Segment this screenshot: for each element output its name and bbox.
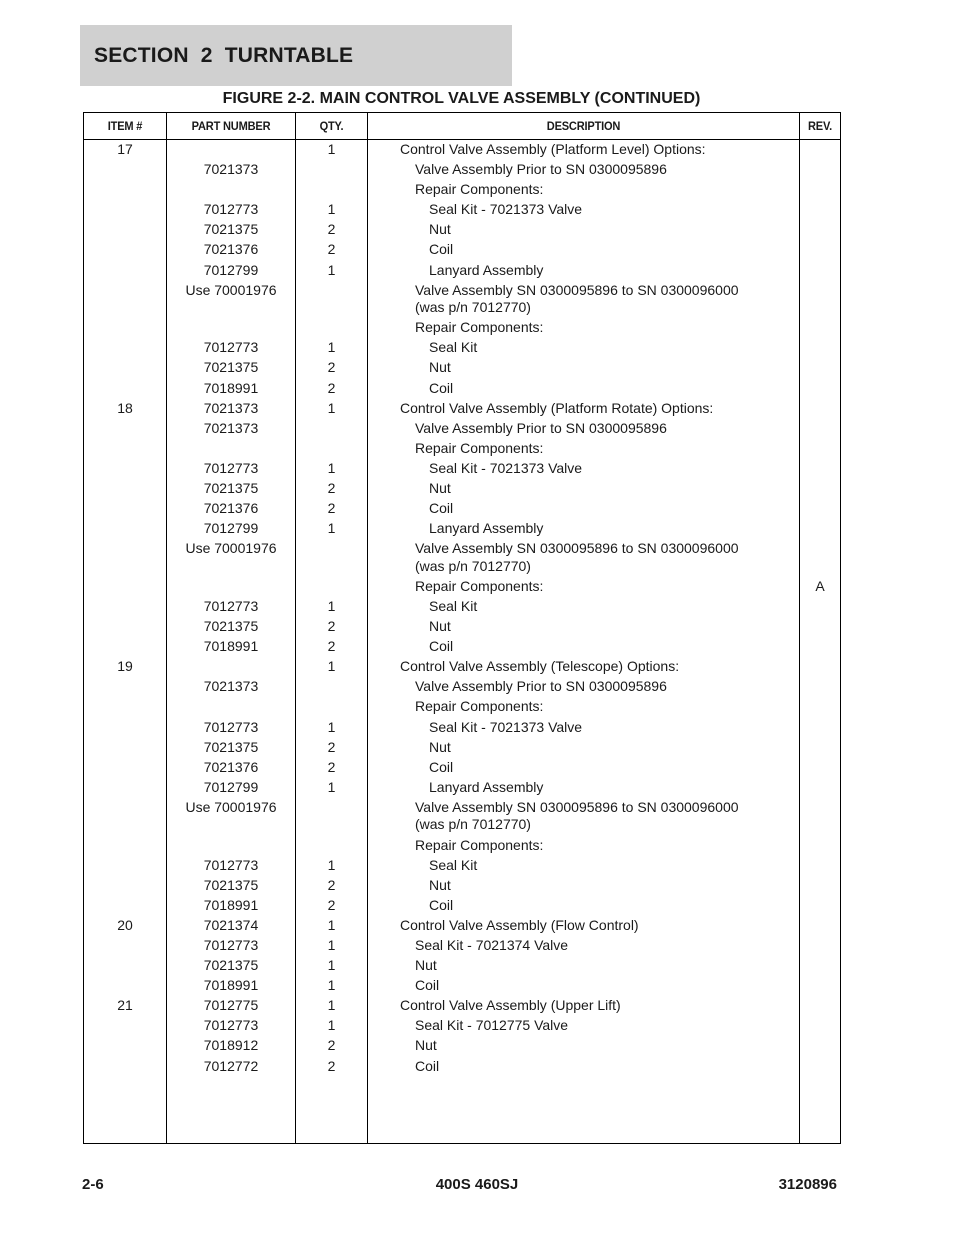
part-number: 7012773 — [203, 718, 259, 735]
description: Valve Assembly Prior to SN 0300095896 — [415, 419, 667, 436]
description: Seal Kit - 7012775 Valve — [415, 1017, 569, 1034]
quantity: 1 — [327, 778, 336, 795]
part-number: 7021373 — [203, 419, 259, 436]
part-number: Use 70001976 — [185, 281, 277, 298]
description: Repair Components: — [415, 577, 544, 594]
part-number: 7018991 — [203, 977, 259, 994]
table-row — [84, 758, 840, 778]
header-item: ITEM # — [107, 119, 143, 133]
table-row — [84, 637, 840, 657]
table-row — [84, 836, 840, 856]
part-number: 7012773 — [203, 201, 259, 218]
table-row — [84, 697, 840, 717]
quantity: 1 — [327, 520, 336, 537]
table-row — [84, 439, 840, 459]
table-row — [84, 261, 840, 281]
description-continued: (was p/n 7012770) — [415, 557, 531, 574]
quantity: 1 — [327, 459, 336, 476]
quantity: 2 — [327, 638, 336, 655]
part-number: 7021375 — [203, 876, 259, 893]
description: Valve Assembly SN 0300095896 to SN 0300096000 — [415, 798, 739, 815]
description: Lanyard Assembly — [429, 778, 544, 795]
section-header — [80, 25, 512, 86]
part-number: 7021375 — [203, 738, 259, 755]
description: Coil — [429, 241, 454, 258]
table-row — [84, 160, 840, 180]
header-part-number: PART NUMBER — [191, 119, 271, 133]
description: Nut — [429, 359, 451, 376]
description-continued: (was p/n 7012770) — [415, 816, 531, 833]
part-number: 7021373 — [203, 678, 259, 695]
description: Coil — [429, 500, 454, 517]
table-row — [84, 778, 840, 798]
description: Nut — [429, 618, 451, 635]
description: Repair Components: — [415, 439, 544, 456]
table-row — [84, 499, 840, 519]
part-number: 7012799 — [203, 778, 259, 795]
table-row — [84, 338, 840, 358]
description: Seal Kit — [429, 856, 478, 873]
table-row — [84, 519, 840, 539]
description: Coil — [415, 977, 440, 994]
quantity: 1 — [327, 977, 336, 994]
table-row — [84, 657, 840, 677]
quantity: 2 — [327, 618, 336, 635]
quantity: 2 — [327, 500, 336, 517]
table-row — [84, 479, 840, 499]
description: Control Valve Assembly (Flow Control) — [400, 916, 639, 933]
description: Valve Assembly Prior to SN 0300095896 — [415, 678, 667, 695]
part-number: 7012799 — [203, 520, 259, 537]
description: Control Valve Assembly (Platform Rotate) Options: — [400, 399, 714, 416]
quantity: 1 — [327, 261, 336, 278]
table-row — [84, 318, 840, 338]
figure-title: FIGURE 2-2. MAIN CONTROL VALVE ASSEMBLY (CONTINUED) — [222, 90, 701, 107]
section-title: SECTION 2 TURNTABLE — [94, 43, 354, 67]
table-row — [84, 597, 840, 617]
table-row — [84, 896, 840, 916]
part-number: 7012773 — [203, 856, 259, 873]
description: Repair Components: — [415, 836, 544, 853]
quantity: 2 — [327, 1037, 336, 1054]
table-row — [84, 240, 840, 260]
description: Control Valve Assembly (Telescope) Options: — [400, 658, 680, 675]
revision: A — [815, 577, 825, 594]
quantity: 2 — [327, 1057, 336, 1074]
quantity: 1 — [327, 718, 336, 735]
part-number: 7018991 — [203, 379, 259, 396]
table-row — [84, 677, 840, 697]
quantity: 2 — [327, 359, 336, 376]
header-qty: QTY. — [319, 119, 344, 133]
quantity: 2 — [327, 738, 336, 755]
description: Nut — [429, 221, 451, 238]
table-row — [84, 976, 840, 996]
part-number: 7018991 — [203, 896, 259, 913]
part-number: Use 70001976 — [185, 798, 277, 815]
description: Nut — [415, 1037, 437, 1054]
quantity: 2 — [327, 876, 336, 893]
item-number: 18 — [117, 399, 133, 416]
parts-table — [83, 112, 841, 1144]
description: Repair Components: — [415, 319, 544, 336]
quantity: 1 — [327, 997, 336, 1014]
description: Seal Kit - 7021373 Valve — [429, 718, 583, 735]
header-rev: REV. — [807, 119, 833, 133]
table-header-row — [84, 113, 840, 140]
table-row — [84, 200, 840, 220]
part-number: 7012772 — [203, 1057, 259, 1074]
part-number: 7012773 — [203, 339, 259, 356]
description: Coil — [429, 379, 454, 396]
item-number: 19 — [117, 658, 133, 675]
item-number: 17 — [117, 141, 133, 157]
table-row — [84, 180, 840, 200]
table-row — [84, 936, 840, 956]
description: Repair Components: — [415, 698, 544, 715]
header-description: DESCRIPTION — [546, 119, 621, 133]
description: Seal Kit — [429, 339, 478, 356]
table-row — [84, 1057, 840, 1077]
table-row — [84, 358, 840, 378]
part-number: 7021375 — [203, 480, 259, 496]
footer-doc-number: 3120896 — [778, 1176, 837, 1193]
quantity: 1 — [327, 399, 336, 416]
description: Coil — [429, 638, 454, 655]
description: Coil — [415, 1057, 440, 1074]
description: Control Valve Assembly (Upper Lift) — [400, 997, 621, 1014]
description-continued: (was p/n 7012770) — [415, 299, 531, 316]
table-row — [84, 281, 840, 319]
part-number: 7021376 — [203, 758, 259, 775]
part-number: 7012799 — [203, 261, 259, 278]
quantity: 2 — [327, 379, 336, 396]
table-row — [84, 956, 840, 976]
table-row — [84, 399, 840, 419]
item-number: 21 — [117, 997, 133, 1014]
description: Seal Kit - 7021373 Valve — [429, 459, 583, 476]
description: Nut — [429, 480, 451, 496]
part-number: 7012773 — [203, 1017, 259, 1034]
description: Valve Assembly SN 0300095896 to SN 0300096000 — [415, 281, 739, 298]
quantity: 1 — [327, 597, 336, 614]
table-row — [84, 459, 840, 479]
description: Nut — [415, 957, 437, 974]
part-number: 7012773 — [203, 936, 259, 953]
part-number: 7012775 — [203, 997, 259, 1014]
quantity: 1 — [327, 339, 336, 356]
footer-model: 400S 460SJ — [435, 1176, 519, 1193]
description: Nut — [429, 738, 451, 755]
part-number: Use 70001976 — [185, 540, 277, 557]
part-number: 7012773 — [203, 459, 259, 476]
description: Control Valve Assembly (Platform Level) Options: — [400, 141, 706, 157]
part-number: 7018991 — [203, 638, 259, 655]
quantity: 1 — [327, 957, 336, 974]
table-row — [84, 140, 840, 160]
table-body — [84, 140, 840, 1077]
part-number: 7021375 — [203, 618, 259, 635]
quantity: 1 — [327, 141, 336, 157]
quantity: 1 — [327, 916, 336, 933]
quantity: 1 — [327, 936, 336, 953]
description: Lanyard Assembly — [429, 520, 544, 537]
table-row — [84, 539, 840, 577]
part-number: 7012773 — [203, 597, 259, 614]
part-number: 7021376 — [203, 241, 259, 258]
description: Nut — [429, 876, 451, 893]
part-number: 7018912 — [203, 1037, 259, 1054]
quantity: 2 — [327, 221, 336, 238]
quantity: 1 — [327, 1017, 336, 1034]
description: Valve Assembly SN 0300095896 to SN 0300096000 — [415, 540, 739, 557]
table-row — [84, 1036, 840, 1056]
table-row — [84, 379, 840, 399]
part-number: 7021375 — [203, 359, 259, 376]
quantity: 2 — [327, 758, 336, 775]
table-row — [84, 718, 840, 738]
quantity: 2 — [327, 896, 336, 913]
description: Lanyard Assembly — [429, 261, 544, 278]
table-row — [84, 617, 840, 637]
part-number: 7021373 — [203, 399, 259, 416]
part-number: 7021375 — [203, 957, 259, 974]
quantity: 2 — [327, 480, 336, 496]
table-row — [84, 419, 840, 439]
quantity: 1 — [327, 856, 336, 873]
footer-page-number: 2-6 — [82, 1176, 104, 1193]
table-row — [84, 856, 840, 876]
table-row — [84, 738, 840, 758]
table-row — [84, 798, 840, 836]
table-row — [84, 577, 840, 597]
table-row — [84, 996, 840, 1016]
item-number: 20 — [117, 916, 133, 933]
table-row — [84, 916, 840, 936]
description: Seal Kit - 7021374 Valve — [415, 936, 569, 953]
description: Repair Components: — [415, 181, 544, 198]
part-number: 7021376 — [203, 500, 259, 517]
part-number: 7021375 — [203, 221, 259, 238]
description: Seal Kit — [429, 597, 478, 614]
table-row — [84, 220, 840, 240]
table-row — [84, 876, 840, 896]
quantity: 2 — [327, 241, 336, 258]
quantity: 1 — [327, 658, 336, 675]
description: Coil — [429, 758, 454, 775]
description: Valve Assembly Prior to SN 0300095896 — [415, 161, 667, 178]
quantity: 1 — [327, 201, 336, 218]
part-number: 7021373 — [203, 161, 259, 178]
part-number: 7021374 — [203, 916, 259, 933]
description: Coil — [429, 896, 454, 913]
description: Seal Kit - 7021373 Valve — [429, 201, 583, 218]
table-row — [84, 1016, 840, 1036]
